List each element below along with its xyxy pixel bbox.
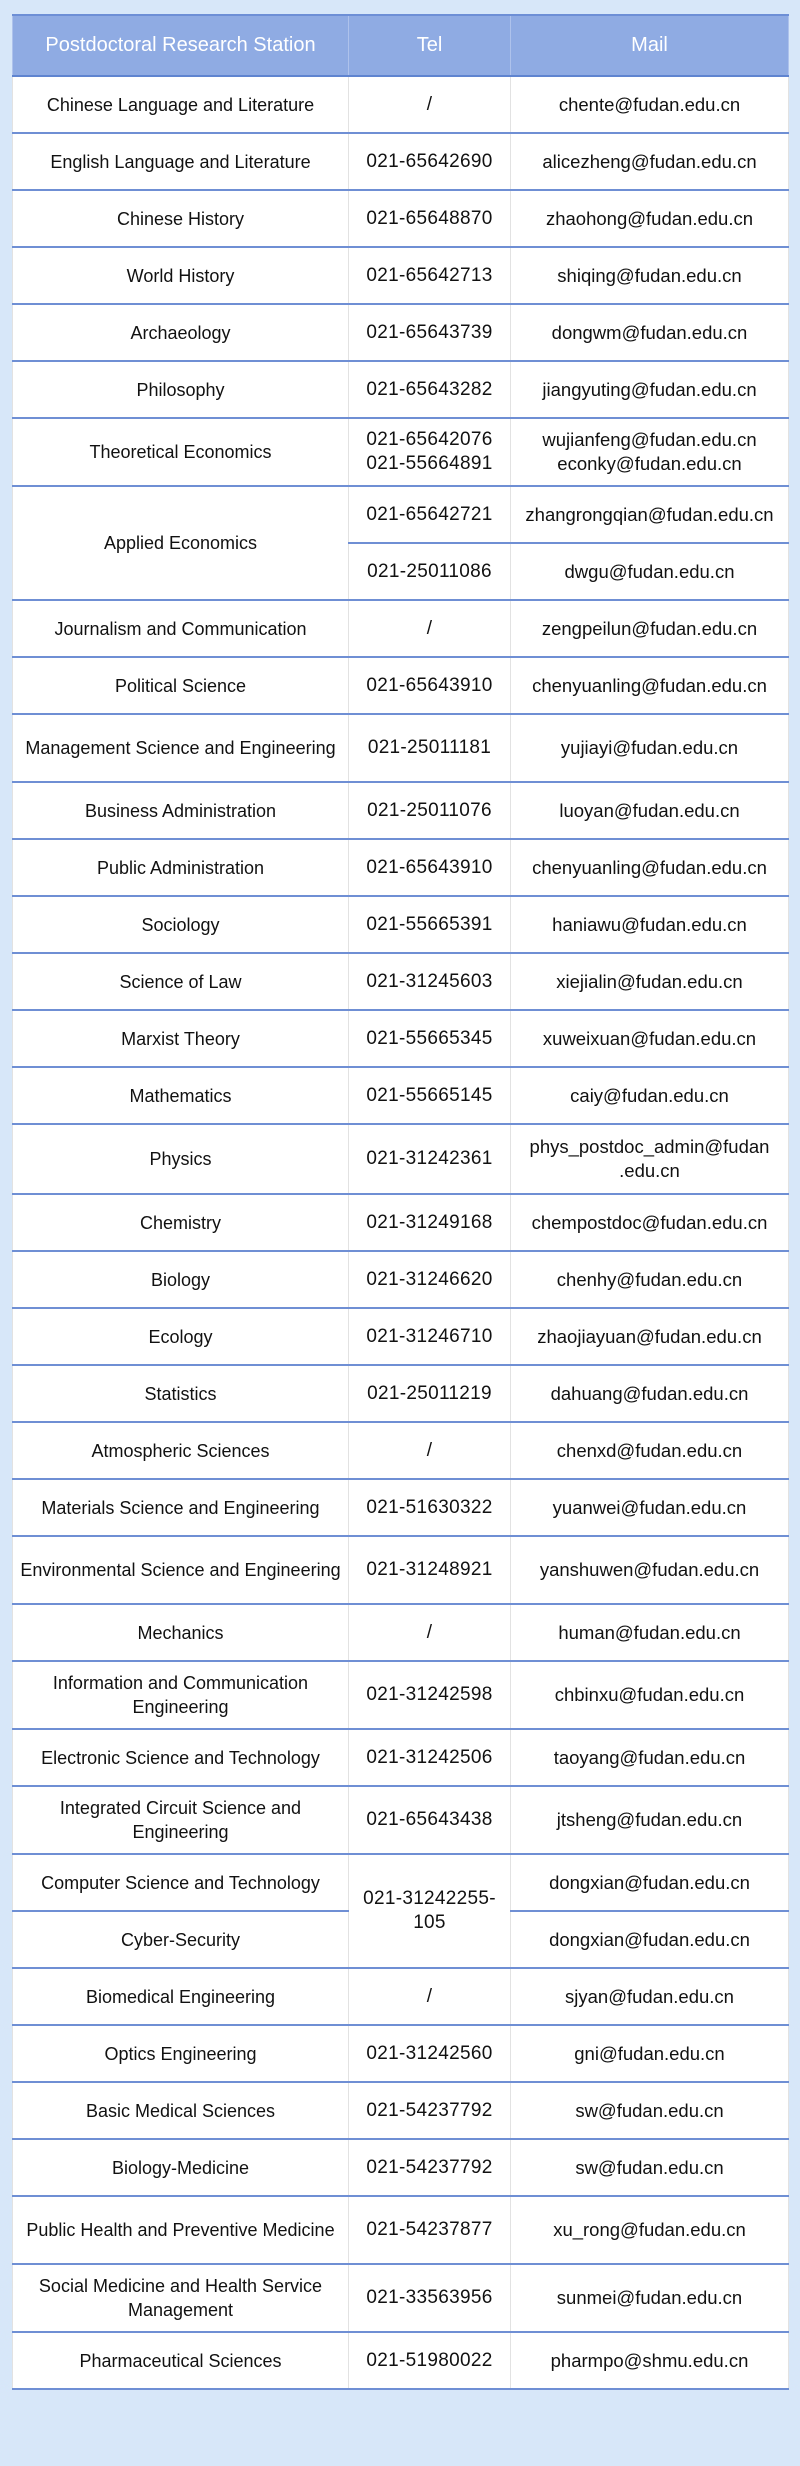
tel-cell: 021-65642690 [349,133,511,190]
mail-cell[interactable]: chenyuanling@fudan.edu.cn [511,657,789,714]
mail-cell[interactable]: jtsheng@fudan.edu.cn [511,1786,789,1854]
tel-cell: 021-55665145 [349,1067,511,1124]
station-cell: Chinese Language and Literature [13,76,349,133]
station-cell: World History [13,247,349,304]
table-row [13,1124,789,1194]
mail-cell[interactable]: chbinxu@fudan.edu.cn [511,1661,789,1729]
tel-cell: 021-65642076 021-55664891 [349,418,511,486]
mail-cell[interactable]: yujiayi@fudan.edu.cn [511,714,789,782]
tel-cell: 021-31245603 [349,953,511,1010]
mail-cell[interactable]: alicezheng@fudan.edu.cn [511,133,789,190]
station-cell: Biology-Medicine [13,2139,349,2196]
table-row [13,2264,789,2332]
tel-cell: 021-31242506 [349,1729,511,1786]
tel-cell: / [349,1604,511,1661]
station-cell: Archaeology [13,304,349,361]
station-cell: Atmospheric Sciences [13,1422,349,1479]
mail-cell[interactable]: sjyan@fudan.edu.cn [511,1968,789,2025]
station-cell: Optics Engineering [13,2025,349,2082]
table-row [13,1479,789,1536]
tel-cell: 021-25011076 [349,782,511,839]
station-cell: Marxist Theory [13,1010,349,1067]
table-row [13,1604,789,1661]
table-row [13,1536,789,1604]
mail-cell[interactable]: haniawu@fudan.edu.cn [511,896,789,953]
station-cell: Sociology [13,896,349,953]
header-mail: Mail [511,15,789,76]
tel-cell: 021-54237792 [349,2082,511,2139]
tel-cell: 021-31246620 [349,1251,511,1308]
tel-cell: 021-65648870 [349,190,511,247]
station-cell: Political Science [13,657,349,714]
mail-cell[interactable]: sunmei@fudan.edu.cn [511,2264,789,2332]
table-row [13,2082,789,2139]
mail-cell[interactable]: human@fudan.edu.cn [511,1604,789,1661]
mail-cell[interactable]: taoyang@fudan.edu.cn [511,1729,789,1786]
tel-cell: / [349,1968,511,2025]
mail-cell[interactable]: dongwm@fudan.edu.cn [511,304,789,361]
mail-cell[interactable]: wujianfeng@fudan.edu.cn econky@fudan.edu.cn [511,418,789,486]
mail-cell[interactable]: zhaojiayuan@fudan.edu.cn [511,1308,789,1365]
station-cell: Information and Communication Engineering [13,1661,349,1729]
mail-cell[interactable]: luoyan@fudan.edu.cn [511,782,789,839]
mail-cell[interactable]: yanshuwen@fudan.edu.cn [511,1536,789,1604]
table-row [13,1661,789,1729]
tel-cell: 021-51630322 [349,1479,511,1536]
station-cell: English Language and Literature [13,133,349,190]
table-row [13,1365,789,1422]
station-cell: Environmental Science and Engineering [13,1536,349,1604]
tel-cell: 021-54237792 [349,2139,511,2196]
table-row [13,657,789,714]
mail-cell[interactable]: dongxian@fudan.edu.cn [511,1854,789,1911]
table-row [13,1194,789,1251]
table-row [13,1251,789,1308]
mail-cell[interactable]: xuweixuan@fudan.edu.cn [511,1010,789,1067]
station-cell: Business Administration [13,782,349,839]
tel-cell: 021-31242361 [349,1124,511,1194]
station-cell: Basic Medical Sciences [13,2082,349,2139]
mail-cell[interactable]: caiy@fudan.edu.cn [511,1067,789,1124]
table-row [13,486,789,543]
station-cell: Materials Science and Engineering [13,1479,349,1536]
tel-cell: 021-33563956 [349,2264,511,2332]
table-row [13,782,789,839]
station-cell: Philosophy [13,361,349,418]
mail-cell[interactable]: chenxd@fudan.edu.cn [511,1422,789,1479]
station-cell: Pharmaceutical Sciences [13,2332,349,2389]
tel-cell: 021-31246710 [349,1308,511,1365]
table-row [13,714,789,782]
mail-cell[interactable]: dongxian@fudan.edu.cn [511,1911,789,1968]
station-cell: Theoretical Economics [13,418,349,486]
table-row [13,133,789,190]
mail-cell[interactable]: chente@fudan.edu.cn [511,76,789,133]
mail-cell[interactable]: xu_rong@fudan.edu.cn [511,2196,789,2264]
table-row [13,1968,789,2025]
table-row [13,839,789,896]
station-cell: Computer Science and Technology [13,1854,349,1911]
mail-cell[interactable]: zengpeilun@fudan.edu.cn [511,600,789,657]
table-row [13,361,789,418]
station-cell: Physics [13,1124,349,1194]
table-row [13,953,789,1010]
station-cell: Management Science and Engineering [13,714,349,782]
station-cell: Applied Economics [13,486,349,600]
station-cell: Statistics [13,1365,349,1422]
mail-cell[interactable]: gni@fudan.edu.cn [511,2025,789,2082]
mail-cell[interactable]: pharmpo@shmu.edu.cn [511,2332,789,2389]
tel-cell: 021-31242255- 105 [349,1854,511,1968]
table-row [13,896,789,953]
mail-cell[interactable]: dahuang@fudan.edu.cn [511,1365,789,1422]
mail-cell[interactable]: chenyuanling@fudan.edu.cn [511,839,789,896]
station-cell: Public Administration [13,839,349,896]
station-cell: Chemistry [13,1194,349,1251]
mail-cell[interactable]: dwgu@fudan.edu.cn [511,543,789,600]
tel-cell: 021-65643282 [349,361,511,418]
table-header-row [13,15,789,76]
mail-cell[interactable]: sw@fudan.edu.cn [511,2082,789,2139]
tel-cell: 021-31242560 [349,2025,511,2082]
table-row [13,2196,789,2264]
mail-cell[interactable]: jiangyuting@fudan.edu.cn [511,361,789,418]
table-row [13,1854,789,1911]
table-row [13,1786,789,1854]
table-row [13,1010,789,1067]
tel-cell: 021-54237877 [349,2196,511,2264]
table-row [13,2025,789,2082]
tel-cell: / [349,1422,511,1479]
table-row [13,2139,789,2196]
contact-table-container [12,14,788,2390]
table-row [13,1729,789,1786]
tel-cell: 021-31248921 [349,1536,511,1604]
tel-cell: 021-25011181 [349,714,511,782]
station-cell: Science of Law [13,953,349,1010]
mail-cell[interactable]: zhaohong@fudan.edu.cn [511,190,789,247]
station-cell: Journalism and Communication [13,600,349,657]
station-cell: Cyber-Security [13,1911,349,1968]
table-row [13,1422,789,1479]
station-cell: Mechanics [13,1604,349,1661]
station-cell: Mathematics [13,1067,349,1124]
tel-cell: 021-25011219 [349,1365,511,1422]
tel-cell: / [349,600,511,657]
contact-table [12,14,789,2390]
mail-cell[interactable]: chempostdoc@fudan.edu.cn [511,1194,789,1251]
tel-cell: 021-31249168 [349,1194,511,1251]
table-row [13,1308,789,1365]
table-row [13,190,789,247]
mail-cell[interactable]: sw@fudan.edu.cn [511,2139,789,2196]
mail-cell[interactable]: yuanwei@fudan.edu.cn [511,1479,789,1536]
tel-cell: 021-65643910 [349,657,511,714]
mail-cell[interactable]: zhangrongqian@fudan.edu.cn [511,486,789,543]
mail-cell[interactable]: chenhy@fudan.edu.cn [511,1251,789,1308]
table-row [13,418,789,486]
tel-cell: 021-55665345 [349,1010,511,1067]
station-cell: Ecology [13,1308,349,1365]
tel-cell: 021-55665391 [349,896,511,953]
station-cell: Electronic Science and Technology [13,1729,349,1786]
mail-cell[interactable]: phys_postdoc_admin@fudan .edu.cn [511,1124,789,1194]
table-row [13,2332,789,2389]
tel-cell: 021-65642721 [349,486,511,543]
header-tel: Tel [349,15,511,76]
table-row [13,247,789,304]
station-cell: Social Medicine and Health Service Management [13,2264,349,2332]
table-row [13,600,789,657]
station-cell: Biomedical Engineering [13,1968,349,2025]
station-cell: Public Health and Preventive Medicine [13,2196,349,2264]
table-row [13,1067,789,1124]
tel-cell: 021-51980022 [349,2332,511,2389]
tel-cell: 021-65643739 [349,304,511,361]
tel-cell: 021-65643438 [349,1786,511,1854]
table-row [13,304,789,361]
table-row [13,76,789,133]
station-cell: Integrated Circuit Science and Engineering [13,1786,349,1854]
mail-cell[interactable]: shiqing@fudan.edu.cn [511,247,789,304]
station-cell: Biology [13,1251,349,1308]
tel-cell: 021-65643910 [349,839,511,896]
tel-cell: 021-65642713 [349,247,511,304]
tel-cell: 021-25011086 [349,543,511,600]
header-station: Postdoctoral Research Station [13,15,349,76]
mail-cell[interactable]: xiejialin@fudan.edu.cn [511,953,789,1010]
station-cell: Chinese History [13,190,349,247]
tel-cell: 021-31242598 [349,1661,511,1729]
tel-cell: / [349,76,511,133]
